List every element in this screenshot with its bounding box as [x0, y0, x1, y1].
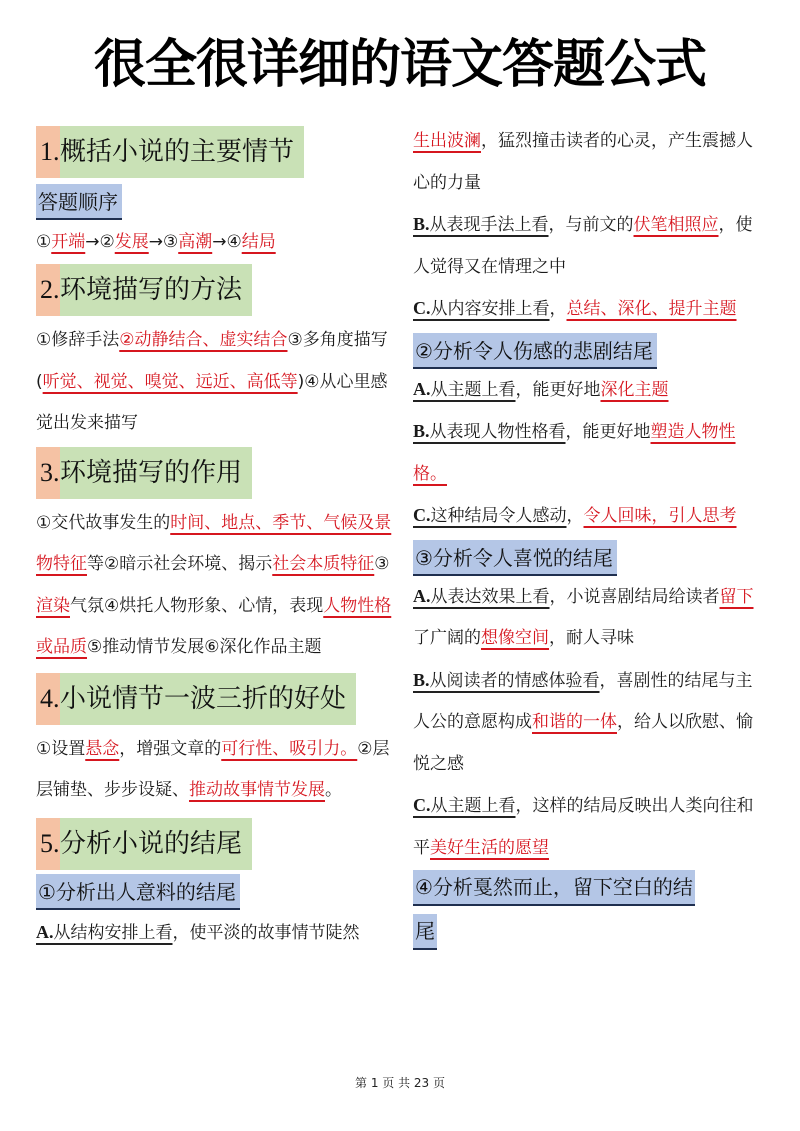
item-c: C.这种结局令人感动，令人回味，引人思考	[413, 505, 737, 526]
left-column	[36, 126, 396, 954]
section-heading-1	[36, 126, 304, 178]
section-body: ①设置悬念，增强文章的可行性、吸引力。②层层铺垫、步步设疑、推动故事情节发展。	[36, 738, 390, 800]
section-title: 环境描写的作用	[60, 457, 243, 488]
section-title: 概括小说的主要情节	[60, 137, 295, 167]
section-title: 分析小说的结尾	[60, 828, 243, 859]
emphasis-text: 深化主题	[600, 379, 669, 400]
right-column	[413, 121, 769, 950]
item-key: A.从主题上看	[413, 378, 516, 400]
section-number: 2.	[36, 264, 60, 316]
page-title: 很全很详细的语文答题公式	[93, 34, 706, 95]
item-key: C.从主题上看	[413, 795, 516, 816]
item-a: A.从结构安排上看，使平淡的故事情节陡然	[36, 921, 360, 943]
item-b: B.从表现手法上看，与前文的伏笔相照应，使人觉得又在情理之中	[413, 214, 753, 277]
emphasis-text: 渲染	[36, 595, 70, 616]
emphasis-text: 塑造人物性格。	[413, 422, 736, 484]
section-heading-2	[36, 264, 252, 316]
item-a: A.从表达效果上看，小说喜剧结局给读者留下了广阔的想像空间，耐人寻味	[413, 585, 754, 648]
emphasis-text: 想像空间	[481, 628, 549, 648]
emphasis-text: 发展	[114, 232, 149, 252]
page-footer: 第 1 页 共 23 页	[355, 1076, 445, 1090]
emphasis-text: 令人回味，引人思考	[583, 506, 737, 526]
emphasis-text: 人物性格或品质	[36, 595, 392, 657]
emphasis-text: 总结、深化、提升主题	[566, 299, 737, 319]
item-a: A.从主题上看，能更好地深化主题	[413, 378, 669, 400]
emphasis-text: 结局	[241, 232, 276, 252]
item-b: B.从阅读者的情感体验看，喜剧性的结尾与主人公的意愿构成和谐的一体，给人以欣慰、愉悦之感	[413, 669, 753, 774]
emphasis-text: 美好生活的愿望	[430, 837, 549, 858]
sequence-line: ①开端→②发展→③高潮→④结局	[36, 232, 276, 252]
item-c: C.从主题上看，这样的结局反映出人类向往和平美好生活的愿望	[413, 795, 754, 858]
section-title: 小说情节一波三折的好处	[60, 683, 347, 714]
section-number: 4.	[36, 673, 60, 725]
subheading-tragic-ending: ②分析令人伤感的悲剧结尾	[413, 333, 657, 369]
section-heading-5	[36, 818, 252, 870]
subheading-unexpected-ending: ①分析出人意料的结尾	[36, 874, 240, 910]
section-heading-3	[36, 447, 252, 499]
item-c: C.从内容安排上看，总结、深化、提升主题	[413, 298, 737, 319]
emphasis-text: 开端	[51, 232, 86, 252]
subheading-answer-order: 答题顺序	[36, 184, 122, 220]
emphasis-text: 时间、地点、季节、气候及景物特征	[36, 512, 392, 574]
emphasis-text: ②动静结合、虚实结合	[119, 330, 288, 350]
emphasis-text: 推动故事情节发展	[189, 780, 325, 800]
section-title: 环境描写的方法	[60, 275, 243, 305]
item-key: C.从内容安排上看	[413, 298, 550, 319]
item-key: C.这种结局令人感动	[413, 505, 567, 526]
section-number: 5.	[36, 818, 60, 870]
section-body: ①交代故事发生的时间、地点、季节、气候及景物特征等②暗示社会环境、揭示社会本质特征③渲染气氛④烘托人物形象、心情，表现人物性格或品质⑤推动情节发展⑥深化作品主题	[36, 512, 392, 657]
item-b: B.从表现人物性格看，能更好地塑造人物性格。	[413, 421, 736, 484]
item-key: B.从阅读者的情感体验看	[413, 669, 600, 691]
emphasis-text: 可行性、吸引力。	[221, 738, 358, 759]
section-number: 1.	[36, 126, 60, 178]
emphasis-text: 悬念	[85, 738, 120, 759]
section-heading-4	[36, 673, 356, 725]
item-key: A.从表达效果上看	[413, 585, 550, 607]
emphasis-text: 生出波澜	[413, 131, 481, 151]
subheading-abrupt-ending: ④分析戛然而止，留下空白的结 尾	[413, 869, 695, 950]
emphasis-text: 听觉、视觉、嗅觉、远近、高低等	[42, 371, 298, 392]
emphasis-text: 高潮	[178, 232, 213, 252]
subheading-happy-ending: ③分析令人喜悦的结尾	[413, 540, 617, 576]
emphasis-text: 伏笔相照应	[633, 215, 719, 235]
emphasis-text: 社会本质特征	[272, 554, 375, 574]
item-key: B.从表现手法上看	[413, 214, 549, 235]
section-number: 3.	[36, 447, 60, 499]
item-a-continued: 生出波澜，猛烈撞击读者的心灵，产生震撼人心的力量	[413, 131, 753, 193]
emphasis-text: 留下	[719, 586, 754, 607]
section-body: ①修辞手法②动静结合、虚实结合③多角度描写(听觉、视觉、嗅觉、远近、高低等)④从心里感觉出发来描写	[36, 330, 388, 433]
emphasis-text: 和谐的一体	[532, 712, 617, 732]
item-key: B.从表现人物性格看	[413, 421, 566, 442]
item-key: A.从结构安排上看	[36, 921, 173, 943]
